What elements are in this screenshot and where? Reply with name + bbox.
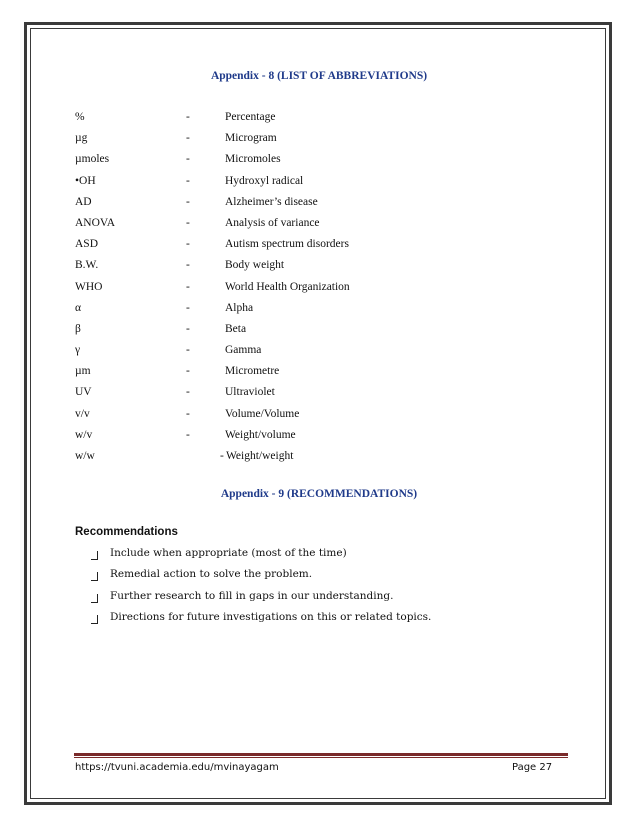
abbreviation-definition: Micromoles	[225, 153, 281, 166]
recommendations-heading: Recommendations	[75, 526, 178, 538]
abbreviation-definition: Autism spectrum disorders	[225, 238, 349, 251]
abbreviation-dash: -	[220, 450, 224, 462]
abbreviation-dash: -	[186, 111, 190, 123]
abbreviation-definition: Ultraviolet	[225, 386, 275, 399]
abbreviation-dash: -	[186, 280, 190, 293]
abbreviation-dash: -	[186, 365, 190, 378]
abbreviation-row	[75, 281, 575, 302]
abbreviation-row	[75, 344, 575, 365]
abbreviation-row	[75, 196, 575, 217]
abbreviation-definition: Micrometre	[225, 365, 280, 378]
page-number: Page 27	[512, 762, 553, 773]
bullet-box-icon	[91, 572, 98, 581]
abbreviation-term: AD	[75, 195, 92, 208]
footer-rule	[74, 753, 568, 756]
abbreviation-row	[75, 259, 575, 280]
abbreviation-term: µmoles	[75, 153, 110, 166]
abbreviation-row	[75, 450, 575, 471]
abbreviation-dash: -	[186, 322, 190, 335]
abbreviation-row	[75, 408, 575, 429]
abbreviation-term: ANOVA	[75, 216, 116, 229]
abbreviation-dash: -	[186, 238, 190, 251]
abbreviation-definition: Hydroxyl radical	[225, 174, 304, 187]
abbreviation-dash: -	[186, 153, 190, 166]
abbreviation-dash: -	[186, 174, 190, 187]
recommendation-text: Directions for future investigations on this or related topics.	[110, 610, 432, 623]
abbreviation-dash: -	[186, 195, 190, 208]
abbreviation-row	[75, 217, 575, 238]
abbreviation-dash: -	[186, 344, 190, 357]
abbreviation-dash: -	[186, 301, 190, 314]
recommendation-text: Include when appropriate (most of the time)	[110, 547, 347, 559]
abbreviation-definition: Microgram	[225, 132, 277, 145]
appendix-8-title: Appendix - 8 (LIST OF ABBREVIATIONS)	[210, 70, 428, 82]
abbreviation-definition: Body weight	[225, 259, 285, 272]
footer-rule-thin	[74, 757, 568, 758]
abbreviation-term: UV	[75, 386, 92, 399]
abbreviation-row	[75, 302, 575, 323]
abbreviation-dash: -	[186, 407, 190, 420]
abbreviation-dash: -	[186, 216, 190, 229]
abbreviation-term: %	[75, 111, 85, 123]
abbreviation-dash: -	[186, 259, 190, 272]
abbreviation-row	[75, 132, 575, 153]
abbreviation-definition: Volume/Volume	[225, 407, 300, 420]
abbreviation-term: WHO	[75, 280, 103, 293]
bullet-box-icon	[91, 615, 98, 624]
abbreviation-term: B.W.	[75, 259, 99, 272]
bullet-box-icon	[91, 551, 98, 560]
abbreviation-definition: Percentage	[225, 111, 276, 123]
abbreviation-row	[75, 111, 575, 132]
abbreviation-term: v/v	[75, 407, 90, 420]
abbreviation-definition: Beta	[225, 322, 247, 335]
abbreviation-dash: -	[186, 132, 190, 145]
bullet-box-icon	[91, 594, 98, 603]
abbreviation-dash: -	[186, 386, 190, 399]
abbreviation-definition: World Health Organization	[225, 280, 350, 293]
abbreviation-term: µg	[75, 132, 88, 145]
abbreviation-row	[75, 429, 575, 450]
recommendation-text: Remedial action to solve the problem.	[110, 568, 313, 581]
appendix-9-title: Appendix - 9 (RECOMMENDATIONS)	[220, 488, 418, 500]
abbreviation-row	[75, 323, 575, 344]
abbreviation-term: µm	[75, 365, 91, 378]
abbreviation-definition: Weight/weight	[226, 450, 294, 462]
abbreviation-row	[75, 386, 575, 407]
abbreviation-row	[75, 153, 575, 174]
abbreviation-row	[75, 238, 575, 259]
abbreviation-definition: Gamma	[225, 344, 262, 357]
abbreviation-definition: Weight/volume	[225, 428, 296, 441]
abbreviation-list	[75, 111, 575, 471]
abbreviation-term: w/w	[75, 450, 95, 462]
recommendation-text: Further research to fill in gaps in our understanding.	[110, 589, 394, 602]
abbreviation-definition: Analysis of variance	[225, 216, 320, 229]
abbreviation-term: β	[75, 322, 81, 335]
abbreviation-definition: Alpha	[225, 301, 254, 314]
abbreviation-term: γ	[75, 344, 81, 357]
footer-url: https://tvuni.academia.edu/mvinayagam	[75, 762, 279, 773]
abbreviation-definition: Alzheimer’s disease	[225, 195, 318, 208]
abbreviation-term: w/v	[75, 428, 93, 441]
abbreviation-term: α	[75, 301, 82, 314]
abbreviation-term: •OH	[75, 174, 96, 187]
abbreviation-row	[75, 365, 575, 386]
abbreviation-row	[75, 175, 575, 196]
abbreviation-term: ASD	[75, 238, 99, 251]
abbreviation-dash: -	[186, 428, 190, 441]
